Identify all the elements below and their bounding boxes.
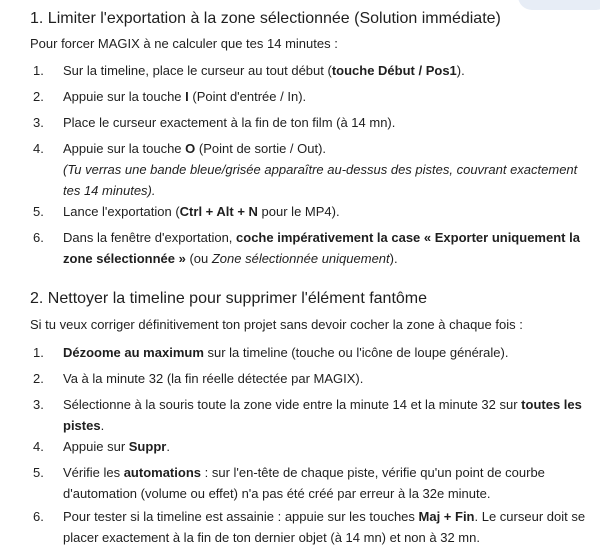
- list-number: 1.: [33, 63, 44, 78]
- list-text: Sur la timeline, place le curseur au tout début (touche Début / Pos1).: [63, 63, 465, 78]
- list-item: [30, 60, 590, 81]
- list-number: 4.: [33, 141, 44, 156]
- list-number: 2.: [33, 89, 44, 104]
- section-2-intro: Si tu veux corriger définitivement ton projet sans devoir cocher la zone à chaque fois :: [30, 317, 523, 332]
- corner-tab: [518, 0, 600, 10]
- list-text: Va à la minute 32 (la fin réelle détectée par MAGIX).: [63, 371, 364, 386]
- section-1-intro: Pour forcer MAGIX à ne calculer que tes 14 minutes :: [30, 36, 338, 51]
- list-number: 5.: [33, 204, 44, 219]
- list-item: [30, 436, 590, 457]
- list-number: 6.: [33, 230, 44, 245]
- list-text: Pour tester si la timeline est assainie : appuie sur les touches Maj + Fin. Le curseur doit se placer exactement à la fin de ton dernier objet (à 14 mn) et non à 32 mn.: [63, 509, 586, 545]
- list-item: [30, 394, 590, 436]
- list-number: 6.: [33, 509, 44, 524]
- list-text: Appuie sur Suppr.: [63, 439, 170, 454]
- list-number: 1.: [33, 345, 44, 360]
- list-item: [30, 227, 590, 269]
- list-number: 3.: [33, 115, 44, 130]
- list-number: 5.: [33, 465, 44, 480]
- list-text: Appuie sur la touche I (Point d'entrée / In).: [63, 89, 307, 104]
- list-item: [30, 462, 590, 504]
- section-2-title: 2. Nettoyer la timeline pour supprimer l'élément fantôme: [30, 290, 428, 307]
- list-item: [30, 86, 590, 107]
- list-item: [30, 112, 590, 133]
- list-number: 2.: [33, 371, 44, 386]
- list-text: Place le curseur exactement à la fin de ton film (à 14 mn).: [63, 115, 396, 130]
- list-number: 4.: [33, 439, 44, 454]
- list-text: Sélectionne à la souris toute la zone vide entre la minute 14 et la minute 32 sur toutes les pistes.: [63, 397, 582, 433]
- list-item: [30, 342, 590, 363]
- list-item: [30, 201, 590, 222]
- list-text: Appuie sur la touche O (Point de sortie / Out). (Tu verras une bande bleue/grisée apparaître au-dessus des pistes, couvrant exactement tes 14 minutes).: [63, 141, 578, 198]
- list-item: [30, 506, 590, 548]
- list-item: [30, 368, 590, 389]
- list-number: 3.: [33, 397, 44, 412]
- list-text: Dézoome au maximum sur la timeline (touche ou l'icône de loupe générale).: [63, 345, 509, 360]
- list-text: Dans la fenêtre d'exportation, coche impérativement la case « Exporter uniquement la zone sélectionnée » (ou Zone sélectionnée uniquement).: [63, 230, 580, 266]
- list-text: Lance l'exportation (Ctrl + Alt + N pour le MP4).: [63, 204, 340, 219]
- list-text: Vérifie les automations : sur l'en-tête de chaque piste, vérifie qu'un point de courbe d'automation (volume ou effet) n'a pas été créé par erreur à la 32e minute.: [63, 465, 545, 501]
- section-1-title: 1. Limiter l'exportation à la zone sélectionnée (Solution immédiate): [30, 10, 501, 27]
- list-item: [30, 138, 590, 201]
